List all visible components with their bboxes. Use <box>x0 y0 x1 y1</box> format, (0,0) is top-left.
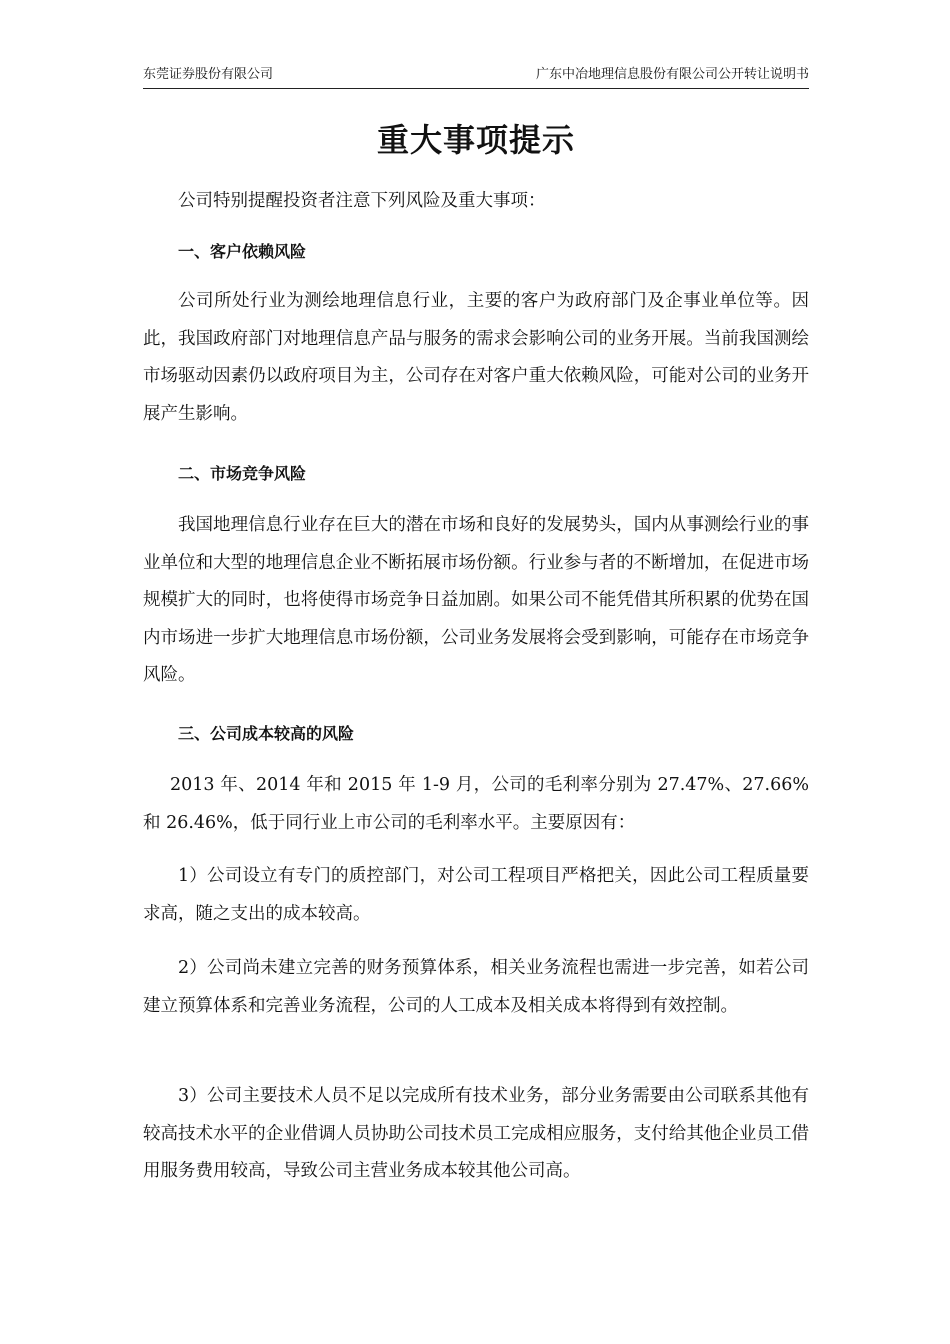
header-company: 东莞证券股份有限公司 <box>143 67 274 82</box>
section-heading-customer-dependency: 一、客户依赖风险 <box>178 242 307 261</box>
page-title: 重大事项提示 <box>376 121 575 159</box>
page-header <box>143 66 809 89</box>
intro-paragraph: 公司特别提醒投资者注意下列风险及重大事项： <box>178 191 546 211</box>
section-paragraph: 我国地理信息行业存在巨大的潜在市场和良好的发展势头，国内从事测绘行业的事业单位和大型的地理信息企业不断拓展市场份额。行业参与者的不断增加，在促进市场规模扩大的同时，也将使得市场竞争日益加剧。如果公司不能凭借其所积累的优势在国内市场进一步扩大地理信息市场份额，公司业务发展将会受到影响，可能存在市场竞争风险。 <box>143 515 809 685</box>
section-paragraph: 2013 年、2014 年和 2015 年 1-9 月，公司的毛利率分别为 27.47%、27.66%和 26.46%，低于同行业上市公司的毛利率水平。主要原因有： <box>143 775 809 833</box>
section-heading-high-cost: 三、公司成本较高的风险 <box>178 724 355 743</box>
list-item: 3）公司主要技术人员不足以完成所有技术业务，部分业务需要由公司联系其他有较高技术水平的企业借调人员协助公司技术员工完成相应服务，支付给其他企业员工借用服务费用较高，导致公司主营业务成本较其他公司高。 <box>143 1086 809 1181</box>
list-item: 1）公司设立有专门的质控部门，对公司工程项目严格把关，因此公司工程质量要求高，随之支出的成本较高。 <box>143 866 809 924</box>
list-item: 2）公司尚未建立完善的财务预算体系，相关业务流程也需进一步完善，如若公司建立预算体系和完善业务流程，公司的人工成本及相关成本将得到有效控制。 <box>143 958 809 1016</box>
section-heading-market-competition: 二、市场竞争风险 <box>178 464 307 483</box>
header-document-title: 广东中冶地理信息股份有限公司公开转让说明书 <box>535 67 809 82</box>
section-paragraph: 公司所处行业为测绘地理信息行业，主要的客户为政府部门及企事业单位等。因此，我国政府部门对地理信息产品与服务的需求会影响公司的业务开展。当前我国测绘市场驱动因素仍以政府项目为主，公司存在对客户重大依赖风险，可能对公司的业务开展产生影响。 <box>143 291 809 424</box>
